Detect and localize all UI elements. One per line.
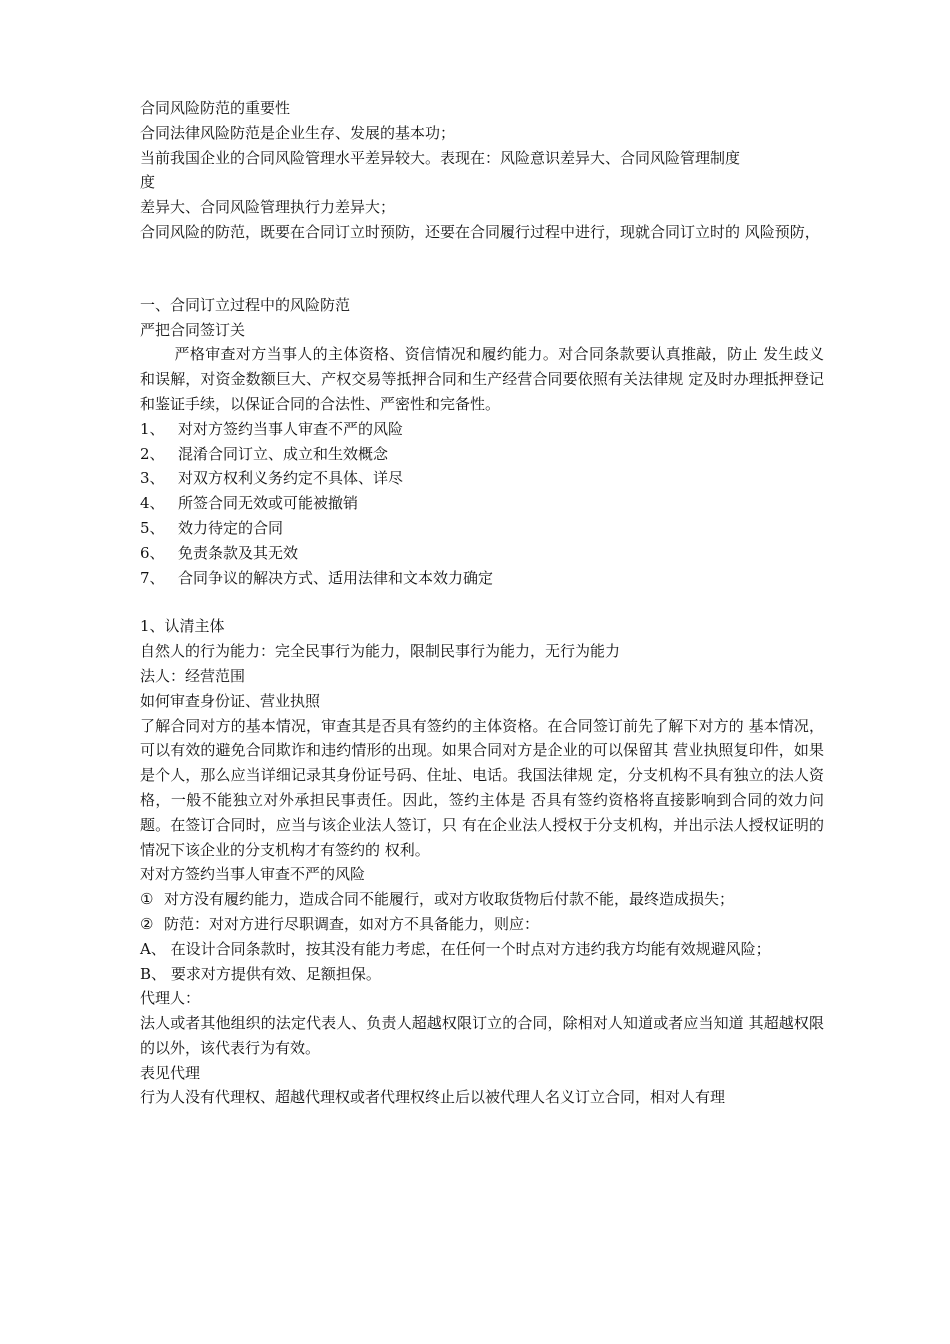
section-subheading: 严把合同签订关 xyxy=(140,320,246,339)
spacer xyxy=(140,590,824,614)
apparent-agency-heading: 表见代理 xyxy=(140,1063,201,1082)
legal-person-line: 法人：经营范围 xyxy=(140,666,246,685)
document-page xyxy=(140,96,824,1110)
list-item-text: 合同争议的解决方式、适用法律和文本效力确定 xyxy=(178,568,494,587)
list-item xyxy=(140,516,824,541)
section-intro-paragraph: 严格审查对方当事人的主体资格、资信情况和履约能力。对合同条款要认真推敲，防止 发生歧义和误解，对资金数额巨大、产权交易等抵押合同和生产经营合同要依照有关法律规 定及时办理抵押登记和鉴证手续，以保证合同的合法性、严密性和完备性。 xyxy=(140,345,824,413)
intro-title: 合同风险防范的重要性 xyxy=(140,99,291,117)
risk-item xyxy=(140,887,824,912)
alpha-item-text: 要求对方提供有效、足额担保。 xyxy=(170,964,381,983)
section-heading: 一、合同订立过程中的风险防范 xyxy=(140,295,351,314)
agent-body-paragraph: 法人或者其他组织的法定代表人、负责人超越权限订立的合同，除相对人知道或者应当知道 其超越权限的以外，该代表行为有效。 xyxy=(140,1014,824,1057)
apparent-agency-body: 行为人没有代理权、超越代理权或者代理权终止后以被代理人名义订立合同，相对人有理 xyxy=(140,1088,726,1107)
list-item xyxy=(140,417,824,442)
risk-item xyxy=(140,912,824,937)
alpha-item xyxy=(140,962,824,987)
list-item xyxy=(140,566,824,591)
list-item xyxy=(140,442,824,467)
natural-person-line: 自然人的行为能力：完全民事行为能力，限制民事行为能力，无行为能力 xyxy=(140,642,621,661)
list-item-number: 4、 xyxy=(140,494,165,513)
list-item-number: 2、 xyxy=(140,444,165,463)
risk-item-text: 防范：对对方进行尽职调查，如对方不具备能力，则应： xyxy=(164,914,540,933)
spacer xyxy=(140,245,824,293)
list-item-text: 混淆合同订立、成立和生效概念 xyxy=(178,444,389,463)
list-item-text: 对双方权利义务约定不具体、详尽 xyxy=(178,469,404,488)
review-id-line: 如何审查身份证、营业执照 xyxy=(140,691,321,710)
subject-body-paragraph: 了解合同对方的基本情况，审查其是否具有签约的主体资格。在合同签订前先了解下对方的 基本情况，可以有效的避免合同欺诈和违约情形的出现。如果合同对方是企业的可以保留其 营业执照复印件，如果是个人，那么应当详细记录其身份证号码、住址、电话。我国法律规 定，分支机构不具有独立的法人资格，一般不能独立对外承担民事责任。因此，签约主体是 否具有签约资格将直接影响到合同的效力问题。在签订合同时，应当与该企业法人签订，只 有在企业法人授权于分支机构，并出示法人授权证明的情况下该企业的分支机构才有签约的 权利。 xyxy=(140,716,824,859)
list-item-number: 3、 xyxy=(140,469,165,488)
alpha-item-text: 在设计合同条款时，按其没有能力考虑，在任何一个时点对方违约我方均能有效规避风险； xyxy=(170,939,771,958)
intro-paragraph-2a: 当前我国企业的合同风险管理水平差异较大。表现在：风险意识差异大、合同风险管理制度 xyxy=(140,148,741,167)
alpha-item-mark: B、 xyxy=(140,964,167,983)
risk-heading: 对对方签约当事人审查不严的风险 xyxy=(140,865,366,884)
risk-item-mark: ① xyxy=(140,890,154,909)
risk-item-mark: ② xyxy=(140,914,154,933)
list-item-number: 6、 xyxy=(140,543,165,562)
intro-paragraph-2a-wrap: 度 xyxy=(140,173,156,192)
alpha-item xyxy=(140,937,824,962)
intro-paragraph-2b: 差异大、合同风险管理执行力差异大； xyxy=(140,198,396,217)
list-item-text: 效力待定的合同 xyxy=(178,518,284,537)
intro-paragraph-3: 合同风险的防范，既要在合同订立时预防，还要在合同履行过程中进行，现就合同订立时的 风险预防， xyxy=(140,222,820,241)
list-item-text: 所签合同无效或可能被撤销 xyxy=(178,494,359,513)
list-item xyxy=(140,491,824,516)
intro-paragraph-1: 合同法律风险防范是企业生存、发展的基本功； xyxy=(140,123,456,142)
alpha-item-mark: A、 xyxy=(140,939,166,958)
list-item-number: 1、 xyxy=(140,419,165,438)
list-item xyxy=(140,541,824,566)
risk-item-text: 对方没有履约能力，造成合同不能履行，或对方收取货物后付款不能，最终造成损失； xyxy=(164,890,735,909)
agent-heading: 代理人： xyxy=(140,989,201,1008)
subject-heading: 1、认清主体 xyxy=(140,617,225,636)
list-item-text: 对对方签约当事人审查不严的风险 xyxy=(178,419,404,438)
numbered-list xyxy=(140,417,824,591)
list-item-number: 7、 xyxy=(140,568,165,587)
list-item xyxy=(140,466,824,491)
list-item-text: 免责条款及其无效 xyxy=(178,543,299,562)
list-item-number: 5、 xyxy=(140,518,165,537)
